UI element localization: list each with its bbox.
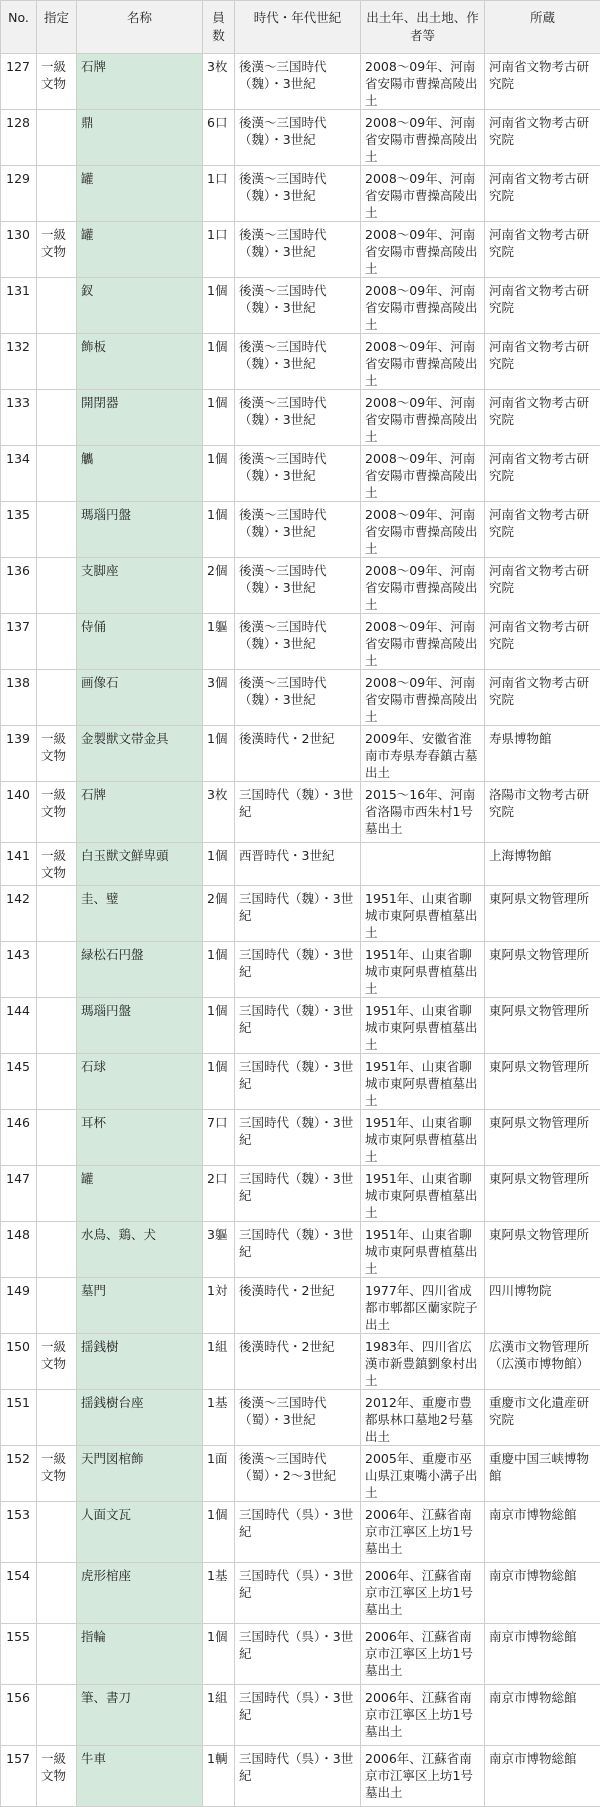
cell-quantity: 3枚 — [203, 54, 235, 110]
cell-quantity: 1面 — [203, 1446, 235, 1502]
table-row — [1, 670, 600, 726]
cell-collection: 広漢市文物管理所（広漢市博物館） — [485, 1334, 600, 1390]
cell-designation — [37, 1110, 77, 1166]
cell-quantity: 3個 — [203, 670, 235, 726]
cell-designation: 一級文物 — [37, 1446, 77, 1502]
cell-collection: 東阿県文物管理所 — [485, 1110, 600, 1166]
cell-quantity: 1個 — [203, 334, 235, 390]
cell-name: 石牌 — [77, 54, 203, 110]
cell-origin: 2009年、安徽省淮南市寿県寿春鎮古墓出土 — [361, 726, 485, 782]
cell-collection: 河南省文物考古研究院 — [485, 446, 600, 502]
cell-name: 石牌 — [77, 782, 203, 843]
cell-name: 飾板 — [77, 334, 203, 390]
cell-name: 開閉器 — [77, 390, 203, 446]
cell-name: 白玉獣文鮮卑頭 — [77, 843, 203, 886]
cell-origin — [361, 843, 485, 886]
table-row — [1, 886, 600, 942]
cell-origin: 2008～09年、河南省安陽市曹操高陵出土 — [361, 166, 485, 222]
cell-origin: 2008～09年、河南省安陽市曹操高陵出土 — [361, 390, 485, 446]
table-row — [1, 502, 600, 558]
cell-collection: 河南省文物考古研究院 — [485, 278, 600, 334]
table-row — [1, 942, 600, 998]
cell-no: 144 — [1, 998, 37, 1054]
cell-era: 後漢～三国時代（魏）・3世紀 — [235, 558, 361, 614]
table-row — [1, 1685, 600, 1746]
cell-era: 後漢～三国時代（魏）・3世紀 — [235, 110, 361, 166]
cell-era: 後漢時代・2世紀 — [235, 726, 361, 782]
cell-origin: 2008～09年、河南省安陽市曹操高陵出土 — [361, 670, 485, 726]
cell-collection: 南京市博物総館 — [485, 1685, 600, 1746]
cell-origin: 2006年、江蘇省南京市江寧区上坊1号墓出土 — [361, 1502, 485, 1563]
cell-origin: 1951年、山東省聊城市東阿県曹植墓出土 — [361, 1222, 485, 1278]
cell-no: 143 — [1, 942, 37, 998]
cell-no: 157 — [1, 1746, 37, 1807]
header-designation: 指定 — [37, 1, 77, 54]
cell-era: 三国時代（呉）・3世紀 — [235, 1563, 361, 1624]
cell-designation — [37, 886, 77, 942]
cell-collection: 南京市博物総館 — [485, 1563, 600, 1624]
cell-collection: 東阿県文物管理所 — [485, 1166, 600, 1222]
table-row — [1, 1166, 600, 1222]
table-row — [1, 558, 600, 614]
table-body — [1, 54, 600, 1807]
cell-no: 149 — [1, 1278, 37, 1334]
cell-no: 155 — [1, 1624, 37, 1685]
cell-quantity: 1組 — [203, 1334, 235, 1390]
cell-no: 145 — [1, 1054, 37, 1110]
table-row — [1, 446, 600, 502]
cell-quantity: 1組 — [203, 1685, 235, 1746]
cell-quantity: 1個 — [203, 446, 235, 502]
cell-name: 揺銭樹台座 — [77, 1390, 203, 1446]
cell-quantity: 6口 — [203, 110, 235, 166]
cell-name: 水鳥、鶏、犬 — [77, 1222, 203, 1278]
cell-collection: 南京市博物総館 — [485, 1746, 600, 1807]
cell-designation — [37, 502, 77, 558]
cell-collection: 重慶市文化遺産研究院 — [485, 1390, 600, 1446]
cell-era: 三国時代（魏）・3世紀 — [235, 1222, 361, 1278]
cell-quantity: 1基 — [203, 1563, 235, 1624]
cell-name: 罐 — [77, 166, 203, 222]
cell-origin: 2006年、江蘇省南京市江寧区上坊1号墓出土 — [361, 1746, 485, 1807]
cell-name: 虎形棺座 — [77, 1563, 203, 1624]
cell-designation: 一級文物 — [37, 1746, 77, 1807]
cell-era: 三国時代（呉）・3世紀 — [235, 1502, 361, 1563]
cell-no: 138 — [1, 670, 37, 726]
cell-era: 後漢～三国時代（蜀）・2～3世紀 — [235, 1446, 361, 1502]
cell-quantity: 1個 — [203, 278, 235, 334]
cell-collection: 河南省文物考古研究院 — [485, 558, 600, 614]
cell-designation — [37, 334, 77, 390]
cell-name: 支脚座 — [77, 558, 203, 614]
cell-origin: 2006年、江蘇省南京市江寧区上坊1号墓出土 — [361, 1685, 485, 1746]
cell-quantity: 1輌 — [203, 1746, 235, 1807]
cell-name: 鼎 — [77, 110, 203, 166]
table-row — [1, 1446, 600, 1502]
cell-era: 後漢～三国時代（魏）・3世紀 — [235, 670, 361, 726]
cell-no: 137 — [1, 614, 37, 670]
cell-collection: 洛陽市文物考古研究院 — [485, 782, 600, 843]
cell-era: 三国時代（魏）・3世紀 — [235, 1110, 361, 1166]
cell-origin: 2008～09年、河南省安陽市曹操高陵出土 — [361, 614, 485, 670]
cell-name: 金製獣文帯金具 — [77, 726, 203, 782]
table-row — [1, 1110, 600, 1166]
table-row — [1, 1624, 600, 1685]
cell-collection: 東阿県文物管理所 — [485, 998, 600, 1054]
table-row — [1, 843, 600, 886]
header-quantity: 員数 — [203, 1, 235, 54]
table-row — [1, 166, 600, 222]
cell-quantity: 1基 — [203, 1390, 235, 1446]
cell-origin: 1951年、山東省聊城市東阿県曹植墓出土 — [361, 1166, 485, 1222]
cell-designation — [37, 1563, 77, 1624]
cell-origin: 2008～09年、河南省安陽市曹操高陵出土 — [361, 222, 485, 278]
cell-designation — [37, 446, 77, 502]
cell-era: 三国時代（魏）・3世紀 — [235, 998, 361, 1054]
cell-origin: 1977年、四川省成都市郫都区蘭家院子出土 — [361, 1278, 485, 1334]
cell-collection: 河南省文物考古研究院 — [485, 334, 600, 390]
header-origin: 出土年、出土地、作者等 — [361, 1, 485, 54]
cell-designation — [37, 1390, 77, 1446]
header-collection: 所蔵 — [485, 1, 600, 54]
cell-era: 西晋時代・3世紀 — [235, 843, 361, 886]
cell-name: 侍俑 — [77, 614, 203, 670]
cell-era: 後漢～三国時代（魏）・3世紀 — [235, 54, 361, 110]
cell-quantity: 1個 — [203, 726, 235, 782]
cell-quantity: 1個 — [203, 942, 235, 998]
cell-origin: 1951年、山東省聊城市東阿県曹植墓出土 — [361, 942, 485, 998]
cell-no: 152 — [1, 1446, 37, 1502]
table-row — [1, 390, 600, 446]
cell-designation — [37, 1624, 77, 1685]
cell-designation — [37, 278, 77, 334]
table-row — [1, 334, 600, 390]
cell-origin: 2008～09年、河南省安陽市曹操高陵出土 — [361, 110, 485, 166]
cell-no: 147 — [1, 1166, 37, 1222]
cell-era: 後漢～三国時代（魏）・3世紀 — [235, 614, 361, 670]
cell-no: 131 — [1, 278, 37, 334]
cell-name: 瑪瑙円盤 — [77, 998, 203, 1054]
cell-collection: 東阿県文物管理所 — [485, 1222, 600, 1278]
cell-name: 緑松石円盤 — [77, 942, 203, 998]
cell-origin: 1951年、山東省聊城市東阿県曹植墓出土 — [361, 998, 485, 1054]
header-name: 名称 — [77, 1, 203, 54]
cell-origin: 2008～09年、河南省安陽市曹操高陵出土 — [361, 334, 485, 390]
cell-name: 筆、書刀 — [77, 1685, 203, 1746]
table-header-row — [1, 1, 600, 54]
cell-collection: 河南省文物考古研究院 — [485, 222, 600, 278]
cell-collection: 南京市博物総館 — [485, 1502, 600, 1563]
table-row — [1, 1054, 600, 1110]
cell-era: 三国時代（呉）・3世紀 — [235, 1746, 361, 1807]
cell-collection: 重慶中国三峡博物館 — [485, 1446, 600, 1502]
cell-origin: 2012年、重慶市豊都県林口墓地2号墓出土 — [361, 1390, 485, 1446]
cell-no: 139 — [1, 726, 37, 782]
cell-origin: 2008～09年、河南省安陽市曹操高陵出土 — [361, 54, 485, 110]
cell-designation — [37, 1502, 77, 1563]
cell-origin: 2006年、江蘇省南京市江寧区上坊1号墓出土 — [361, 1563, 485, 1624]
cell-name: 指輪 — [77, 1624, 203, 1685]
cell-collection: 上海博物館 — [485, 843, 600, 886]
cell-no: 141 — [1, 843, 37, 886]
cell-quantity: 1個 — [203, 1502, 235, 1563]
cell-origin: 1951年、山東省聊城市東阿県曹植墓出土 — [361, 1110, 485, 1166]
cell-name: 墓門 — [77, 1278, 203, 1334]
cell-era: 後漢～三国時代（魏）・3世紀 — [235, 502, 361, 558]
cell-era: 三国時代（呉）・3世紀 — [235, 1624, 361, 1685]
cell-designation: 一級文物 — [37, 1334, 77, 1390]
cell-name: 罐 — [77, 222, 203, 278]
cell-era: 後漢～三国時代（魏）・3世紀 — [235, 166, 361, 222]
cell-no: 154 — [1, 1563, 37, 1624]
cell-collection: 河南省文物考古研究院 — [485, 502, 600, 558]
cell-no: 133 — [1, 390, 37, 446]
table-row — [1, 1278, 600, 1334]
cell-collection: 東阿県文物管理所 — [485, 942, 600, 998]
cell-quantity: 2口 — [203, 1166, 235, 1222]
cell-era: 後漢～三国時代（蜀）・3世紀 — [235, 1390, 361, 1446]
cell-designation — [37, 1166, 77, 1222]
cell-collection: 東阿県文物管理所 — [485, 886, 600, 942]
cell-designation — [37, 110, 77, 166]
cell-collection: 河南省文物考古研究院 — [485, 390, 600, 446]
cell-designation — [37, 390, 77, 446]
cell-name: 人面文瓦 — [77, 1502, 203, 1563]
table-row — [1, 1746, 600, 1807]
cell-quantity: 2個 — [203, 558, 235, 614]
cell-collection: 四川博物院 — [485, 1278, 600, 1334]
cell-name: 牛車 — [77, 1746, 203, 1807]
cell-origin: 1951年、山東省聊城市東阿県曹植墓出土 — [361, 1054, 485, 1110]
cell-name: 圭、璧 — [77, 886, 203, 942]
cell-no: 134 — [1, 446, 37, 502]
cell-no: 142 — [1, 886, 37, 942]
cell-collection: 東阿県文物管理所 — [485, 1054, 600, 1110]
cell-designation — [37, 1222, 77, 1278]
cell-origin: 1983年、四川省広漢市新豊鎮劉象村出土 — [361, 1334, 485, 1390]
cell-origin: 2008～09年、河南省安陽市曹操高陵出土 — [361, 278, 485, 334]
cell-no: 140 — [1, 782, 37, 843]
table-row — [1, 726, 600, 782]
cell-quantity: 1対 — [203, 1278, 235, 1334]
cell-quantity: 1個 — [203, 1624, 235, 1685]
cell-origin: 2005年、重慶市巫山県江東嘴小溝子出土 — [361, 1446, 485, 1502]
cell-designation — [37, 614, 77, 670]
cell-designation: 一級文物 — [37, 726, 77, 782]
table-row — [1, 222, 600, 278]
cell-origin: 2008～09年、河南省安陽市曹操高陵出土 — [361, 446, 485, 502]
cell-designation — [37, 1685, 77, 1746]
cell-designation: 一級文物 — [37, 222, 77, 278]
cell-era: 三国時代（魏）・3世紀 — [235, 886, 361, 942]
cell-quantity: 1口 — [203, 166, 235, 222]
table-row — [1, 998, 600, 1054]
cell-no: 129 — [1, 166, 37, 222]
cell-designation — [37, 166, 77, 222]
table-row — [1, 1563, 600, 1624]
cell-era: 三国時代（魏）・3世紀 — [235, 942, 361, 998]
cell-era: 後漢～三国時代（魏）・3世紀 — [235, 446, 361, 502]
cell-designation — [37, 1278, 77, 1334]
cell-quantity: 1個 — [203, 390, 235, 446]
cell-name: 天門図棺飾 — [77, 1446, 203, 1502]
cell-origin: 2008～09年、河南省安陽市曹操高陵出土 — [361, 502, 485, 558]
cell-era: 後漢～三国時代（魏）・3世紀 — [235, 390, 361, 446]
cell-collection: 河南省文物考古研究院 — [485, 670, 600, 726]
cell-no: 130 — [1, 222, 37, 278]
header-no: No. — [1, 1, 37, 54]
cell-collection: 河南省文物考古研究院 — [485, 110, 600, 166]
cell-era: 三国時代（魏）・3世紀 — [235, 1166, 361, 1222]
cell-origin: 1951年、山東省聊城市東阿県曹植墓出土 — [361, 886, 485, 942]
cell-era: 三国時代（魏）・3世紀 — [235, 782, 361, 843]
cell-quantity: 1個 — [203, 502, 235, 558]
cell-quantity: 1個 — [203, 998, 235, 1054]
cell-era: 後漢～三国時代（魏）・3世紀 — [235, 278, 361, 334]
table-row — [1, 1222, 600, 1278]
cell-designation — [37, 998, 77, 1054]
cell-collection: 南京市博物総館 — [485, 1624, 600, 1685]
cell-era: 三国時代（魏）・3世紀 — [235, 1054, 361, 1110]
cell-quantity: 1口 — [203, 222, 235, 278]
table-row — [1, 782, 600, 843]
cell-no: 136 — [1, 558, 37, 614]
table-row — [1, 1334, 600, 1390]
cell-name: 揺銭樹 — [77, 1334, 203, 1390]
table-row — [1, 278, 600, 334]
cell-no: 132 — [1, 334, 37, 390]
cell-name: 耳杯 — [77, 1110, 203, 1166]
cell-origin: 2008～09年、河南省安陽市曹操高陵出土 — [361, 558, 485, 614]
cell-no: 127 — [1, 54, 37, 110]
cell-origin: 2015～16年、河南省洛陽市西朱村1号墓出土 — [361, 782, 485, 843]
cell-name: 石球 — [77, 1054, 203, 1110]
cell-collection: 河南省文物考古研究院 — [485, 614, 600, 670]
cell-era: 三国時代（呉）・3世紀 — [235, 1685, 361, 1746]
cell-name: 罐 — [77, 1166, 203, 1222]
cell-designation: 一級文物 — [37, 54, 77, 110]
cell-era: 後漢～三国時代（魏）・3世紀 — [235, 222, 361, 278]
table-row — [1, 110, 600, 166]
cell-name: 画像石 — [77, 670, 203, 726]
cell-quantity: 7口 — [203, 1110, 235, 1166]
cell-no: 156 — [1, 1685, 37, 1746]
cell-name: 觿 — [77, 446, 203, 502]
cell-collection: 寿県博物館 — [485, 726, 600, 782]
cell-era: 後漢時代・2世紀 — [235, 1334, 361, 1390]
cell-designation: 一級文物 — [37, 782, 77, 843]
cell-origin: 2006年、江蘇省南京市江寧区上坊1号墓出土 — [361, 1624, 485, 1685]
cell-name: 瑪瑙円盤 — [77, 502, 203, 558]
cell-no: 146 — [1, 1110, 37, 1166]
cell-designation — [37, 670, 77, 726]
cell-no: 150 — [1, 1334, 37, 1390]
cell-quantity: 1個 — [203, 1054, 235, 1110]
cell-no: 153 — [1, 1502, 37, 1563]
header-era: 時代・年代世紀 — [235, 1, 361, 54]
table-row — [1, 1502, 600, 1563]
cell-era: 後漢時代・2世紀 — [235, 1278, 361, 1334]
cell-collection: 河南省文物考古研究院 — [485, 166, 600, 222]
table-row — [1, 614, 600, 670]
cell-designation — [37, 942, 77, 998]
cell-no: 148 — [1, 1222, 37, 1278]
cell-designation — [37, 1054, 77, 1110]
cell-quantity: 1個 — [203, 843, 235, 886]
cell-no: 135 — [1, 502, 37, 558]
cell-collection: 河南省文物考古研究院 — [485, 54, 600, 110]
cell-name: 釵 — [77, 278, 203, 334]
cell-designation — [37, 558, 77, 614]
cell-no: 128 — [1, 110, 37, 166]
cell-designation: 一級文物 — [37, 843, 77, 886]
cell-no: 151 — [1, 1390, 37, 1446]
cell-quantity: 2個 — [203, 886, 235, 942]
table-row — [1, 54, 600, 110]
cell-quantity: 3軀 — [203, 1222, 235, 1278]
cell-era: 後漢～三国時代（魏）・3世紀 — [235, 334, 361, 390]
table-row — [1, 1390, 600, 1446]
cell-quantity: 3枚 — [203, 782, 235, 843]
cell-quantity: 1軀 — [203, 614, 235, 670]
